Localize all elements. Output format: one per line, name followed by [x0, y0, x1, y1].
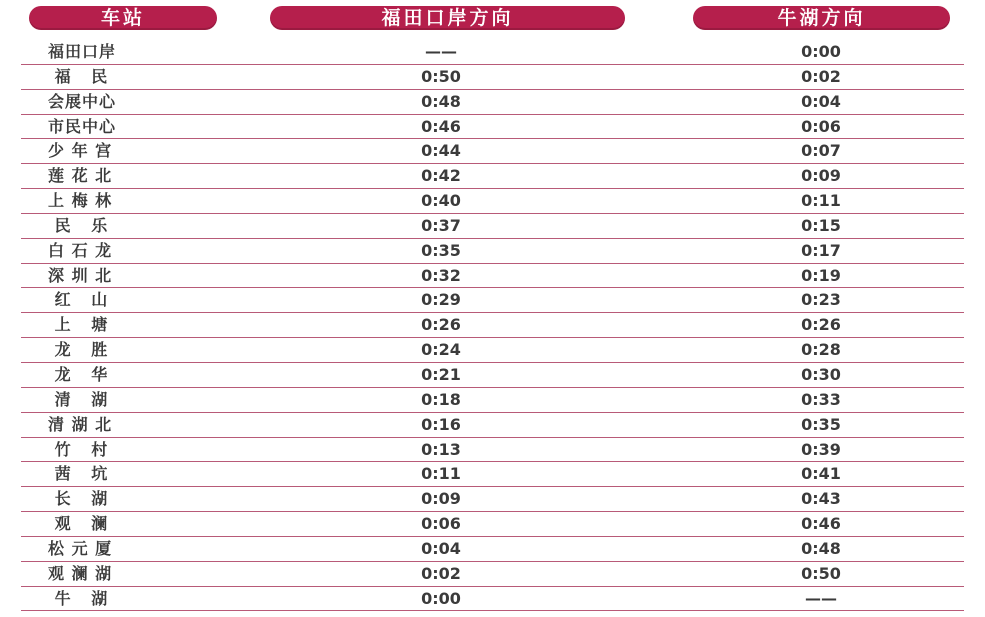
table-row	[21, 313, 964, 338]
time-to-futian: 0:00	[421, 588, 461, 608]
station-name: 上 梅 林	[48, 191, 113, 211]
station-name: 观 澜	[48, 514, 109, 534]
station-name: 民 乐	[48, 215, 109, 235]
time-to-niuhu: 0:00	[801, 42, 841, 61]
station-name: 福 民	[48, 66, 109, 86]
time-to-futian: 0:06	[421, 514, 461, 534]
time-to-niuhu: 0:50	[801, 563, 841, 583]
time-to-futian: 0:40	[421, 191, 461, 211]
table-row	[21, 338, 964, 363]
time-to-niuhu: 0:46	[801, 514, 841, 534]
time-to-futian: 0:42	[421, 166, 461, 186]
header-direction-niuhu: 牛湖方向	[693, 6, 950, 30]
time-to-niuhu: 0:15	[801, 215, 841, 235]
table-row	[21, 65, 964, 90]
time-to-futian: 0:46	[421, 116, 461, 136]
time-to-futian: 0:21	[421, 364, 461, 384]
time-to-futian: 0:16	[421, 414, 461, 434]
time-to-niuhu: 0:02	[801, 66, 841, 86]
time-to-futian: 0:02	[421, 563, 461, 583]
table-row	[21, 537, 964, 562]
time-to-niuhu: 0:09	[801, 166, 841, 186]
table-row	[21, 214, 964, 239]
table-row	[21, 139, 964, 164]
time-to-futian: 0:24	[421, 340, 461, 360]
station-name: 龙 华	[48, 364, 109, 384]
station-name: 福田口岸	[48, 42, 117, 61]
time-to-niuhu: 0:23	[801, 290, 841, 310]
table-row	[21, 388, 964, 413]
station-name: 竹 村	[48, 439, 109, 459]
station-name: 白 石 龙	[48, 240, 113, 260]
station-name: 少 年 宫	[48, 141, 113, 161]
time-to-niuhu: 0:28	[801, 340, 841, 360]
time-to-futian: 0:50	[421, 66, 461, 86]
station-name: 长 湖	[48, 489, 109, 509]
time-to-niuhu: 0:39	[801, 439, 841, 459]
time-to-niuhu: ——	[805, 588, 837, 608]
station-name: 清 湖 北	[48, 414, 113, 434]
table-row	[21, 413, 964, 438]
table-header	[0, 6, 985, 32]
station-name: 红 山	[48, 290, 109, 310]
table-row	[21, 512, 964, 537]
time-to-niuhu: 0:41	[801, 464, 841, 484]
time-to-futian: 0:32	[421, 265, 461, 285]
table-row	[21, 189, 964, 214]
time-to-niuhu: 0:19	[801, 265, 841, 285]
station-name: 清 湖	[48, 389, 109, 409]
time-to-niuhu: 0:33	[801, 389, 841, 409]
time-to-futian: 0:11	[421, 464, 461, 484]
station-name: 牛 湖	[48, 588, 109, 608]
time-to-futian: 0:26	[421, 315, 461, 335]
station-name: 龙 胜	[48, 340, 109, 360]
time-to-futian: 0:35	[421, 240, 461, 260]
table-row	[21, 164, 964, 189]
table-row	[21, 264, 964, 289]
table-row	[21, 239, 964, 264]
station-name: 深 圳 北	[48, 265, 113, 285]
time-to-futian: 0:48	[421, 91, 461, 111]
time-to-niuhu: 0:43	[801, 489, 841, 509]
table-row	[21, 115, 964, 140]
time-to-futian: 0:09	[421, 489, 461, 509]
station-name: 会展中心	[48, 91, 117, 111]
time-to-niuhu: 0:06	[801, 116, 841, 136]
time-to-futian: 0:37	[421, 215, 461, 235]
time-to-niuhu: 0:35	[801, 414, 841, 434]
table-row	[21, 462, 964, 487]
table-row	[21, 587, 964, 612]
time-to-niuhu: 0:07	[801, 141, 841, 161]
time-to-futian: 0:44	[421, 141, 461, 161]
station-name: 市民中心	[48, 116, 117, 136]
header-station: 车站	[29, 6, 217, 30]
table-row	[21, 363, 964, 388]
timetable-body	[21, 40, 964, 611]
table-row	[21, 40, 964, 65]
table-row	[21, 90, 964, 115]
station-name: 莲 花 北	[48, 166, 113, 186]
station-name: 观 澜 湖	[48, 563, 113, 583]
table-row	[21, 487, 964, 512]
time-to-niuhu: 0:48	[801, 538, 841, 558]
time-to-futian: ——	[425, 42, 457, 61]
time-to-futian: 0:04	[421, 538, 461, 558]
table-row	[21, 562, 964, 587]
time-to-niuhu: 0:26	[801, 315, 841, 335]
time-to-futian: 0:13	[421, 439, 461, 459]
time-to-niuhu: 0:04	[801, 91, 841, 111]
station-name: 松 元 厦	[48, 538, 113, 558]
table-row	[21, 438, 964, 463]
time-to-futian: 0:18	[421, 389, 461, 409]
time-to-niuhu: 0:17	[801, 240, 841, 260]
time-to-niuhu: 0:30	[801, 364, 841, 384]
station-name: 上 塘	[48, 315, 109, 335]
time-to-niuhu: 0:11	[801, 191, 841, 211]
table-row	[21, 288, 964, 313]
station-name: 茜 坑	[48, 464, 109, 484]
header-direction-futian: 福田口岸方向	[270, 6, 625, 30]
time-to-futian: 0:29	[421, 290, 461, 310]
